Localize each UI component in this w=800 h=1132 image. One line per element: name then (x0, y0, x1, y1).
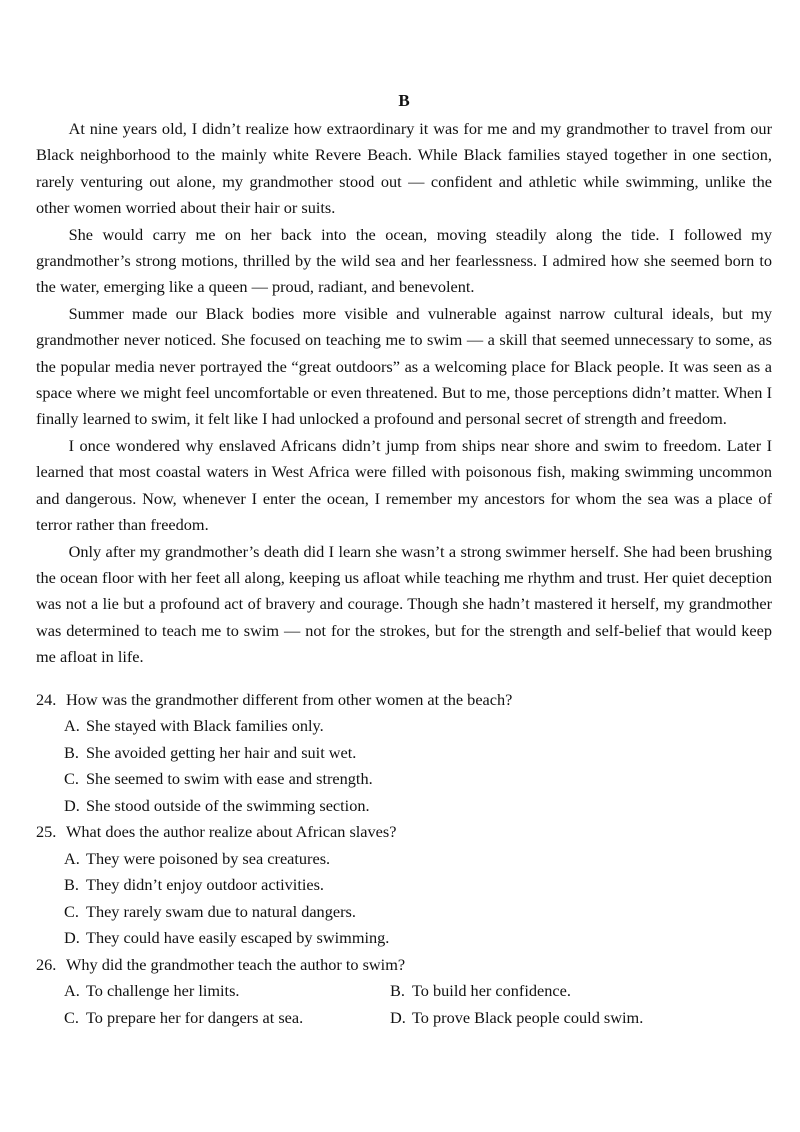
reading-passage (36, 116, 772, 671)
question-stem (36, 952, 772, 979)
option-text: To prove Black people could swim. (412, 1007, 644, 1027)
option-b[interactable] (36, 740, 772, 767)
option-letter: C. (64, 1007, 79, 1027)
passage-paragraph-1: At nine years old, I didn’t realize how extraordinary it was for me and my grandmother to travel from our Black neighborhood to the mainly white Revere Beach. While Black families stayed together in one section, rarely venturing out alone, my grandmother stood out — confident and athletic while swimming, unlike the other women worried about their hair or suits. (36, 119, 772, 218)
option-text: They didn’t enjoy outdoor activities. (86, 875, 324, 895)
option-c[interactable] (36, 899, 772, 926)
question-25 (36, 819, 772, 952)
option-text: She avoided getting her hair and suit wet. (86, 742, 357, 762)
option-letter: C. (64, 901, 79, 921)
passage-paragraph-5: Only after my grandmother’s death did I learn she wasn’t a strong swimmer herself. She had been brushing the ocean floor with her feet all along, keeping us afloat while teaching me rhythm and trust. Her quiet deception was not a lie but a profound act of bravery and courage. Though she hadn’t mastered it herself, my grandmother was determined to teach me to swim — not for the strokes, but for the strength and self-belief that would keep me afloat in life. (36, 541, 772, 667)
passage-paragraph-2: She would carry me on her back into the ocean, moving steadily along the tide. I followed my grandmother’s strong motions, thrilled by the wild sea and her fearlessness. I admired how she seemed born to the water, emerging like a queen — proud, radiant, and benevolent. (36, 224, 772, 297)
option-a[interactable] (64, 978, 390, 1005)
option-text: She stood outside of the swimming section. (86, 795, 370, 815)
option-d[interactable] (36, 925, 772, 952)
option-letter: A. (64, 848, 80, 868)
option-text: To build her confidence. (412, 981, 571, 1001)
option-d[interactable] (390, 1005, 716, 1032)
section-title: B (398, 91, 410, 110)
option-letter: B. (64, 742, 79, 762)
option-letter: D. (64, 928, 80, 948)
option-letter: C. (64, 769, 79, 789)
question-list (36, 687, 772, 1032)
option-letter: A. (64, 981, 80, 1001)
option-b[interactable] (36, 872, 772, 899)
option-row (36, 978, 772, 1005)
exam-page (36, 88, 772, 1031)
passage-paragraph-4: I once wondered why enslaved Africans didn’t jump from ships near shore and swim to freedom. Later I learned that most coastal waters in West Africa were filled with poisonous fish, making swimming uncommon and dangerous. Now, whenever I enter the ocean, I remember my ancestors for whom the sea was a place of terror rather than freedom. (36, 435, 772, 535)
option-letter: D. (390, 1007, 406, 1027)
question-number: 25. (36, 822, 57, 842)
passage-paragraph-3: Summer made our Black bodies more visible and vulnerable against narrow cultural ideals, but my grandmother never noticed. She focused on teaching me to swim — a skill that seemed unnecessary to some, as the popular media never portrayed the “great outdoors” as a welcoming place for Black people. It was seen as a space where we might feel uncomfortable or even threatened. But to me, those perceptions didn’t matter. When I finally learned to swim, it felt like I had unlocked a profound and personal secret of strength and freedom. (36, 303, 772, 429)
option-row (36, 1005, 772, 1032)
option-d[interactable] (36, 793, 772, 820)
option-text: They rarely swam due to natural dangers. (86, 901, 356, 921)
question-text: How was the grandmother different from other women at the beach? (66, 689, 513, 709)
option-letter: B. (64, 875, 79, 895)
question-24 (36, 687, 772, 820)
option-c[interactable] (36, 766, 772, 793)
question-number: 24. (36, 689, 57, 709)
question-text: What does the author realize about African slaves? (66, 822, 397, 842)
option-text: To challenge her limits. (86, 981, 240, 1001)
question-number: 26. (36, 954, 57, 974)
option-letter: B. (390, 981, 405, 1001)
question-stem (36, 819, 772, 846)
option-letter: D. (64, 795, 80, 815)
option-letter: A. (64, 716, 80, 736)
option-text: They could have easily escaped by swimming. (86, 928, 390, 948)
option-text: She stayed with Black families only. (86, 716, 324, 736)
option-a[interactable] (36, 713, 772, 740)
option-a[interactable] (36, 846, 772, 873)
option-text: To prepare her for dangers at sea. (86, 1007, 304, 1027)
option-text: She seemed to swim with ease and strength. (86, 769, 373, 789)
question-text: Why did the grandmother teach the author to swim? (66, 954, 406, 974)
option-text: They were poisoned by sea creatures. (86, 848, 331, 868)
option-c[interactable] (64, 1005, 390, 1032)
question-stem (36, 687, 772, 714)
option-b[interactable] (390, 978, 716, 1005)
question-26 (36, 952, 772, 1032)
